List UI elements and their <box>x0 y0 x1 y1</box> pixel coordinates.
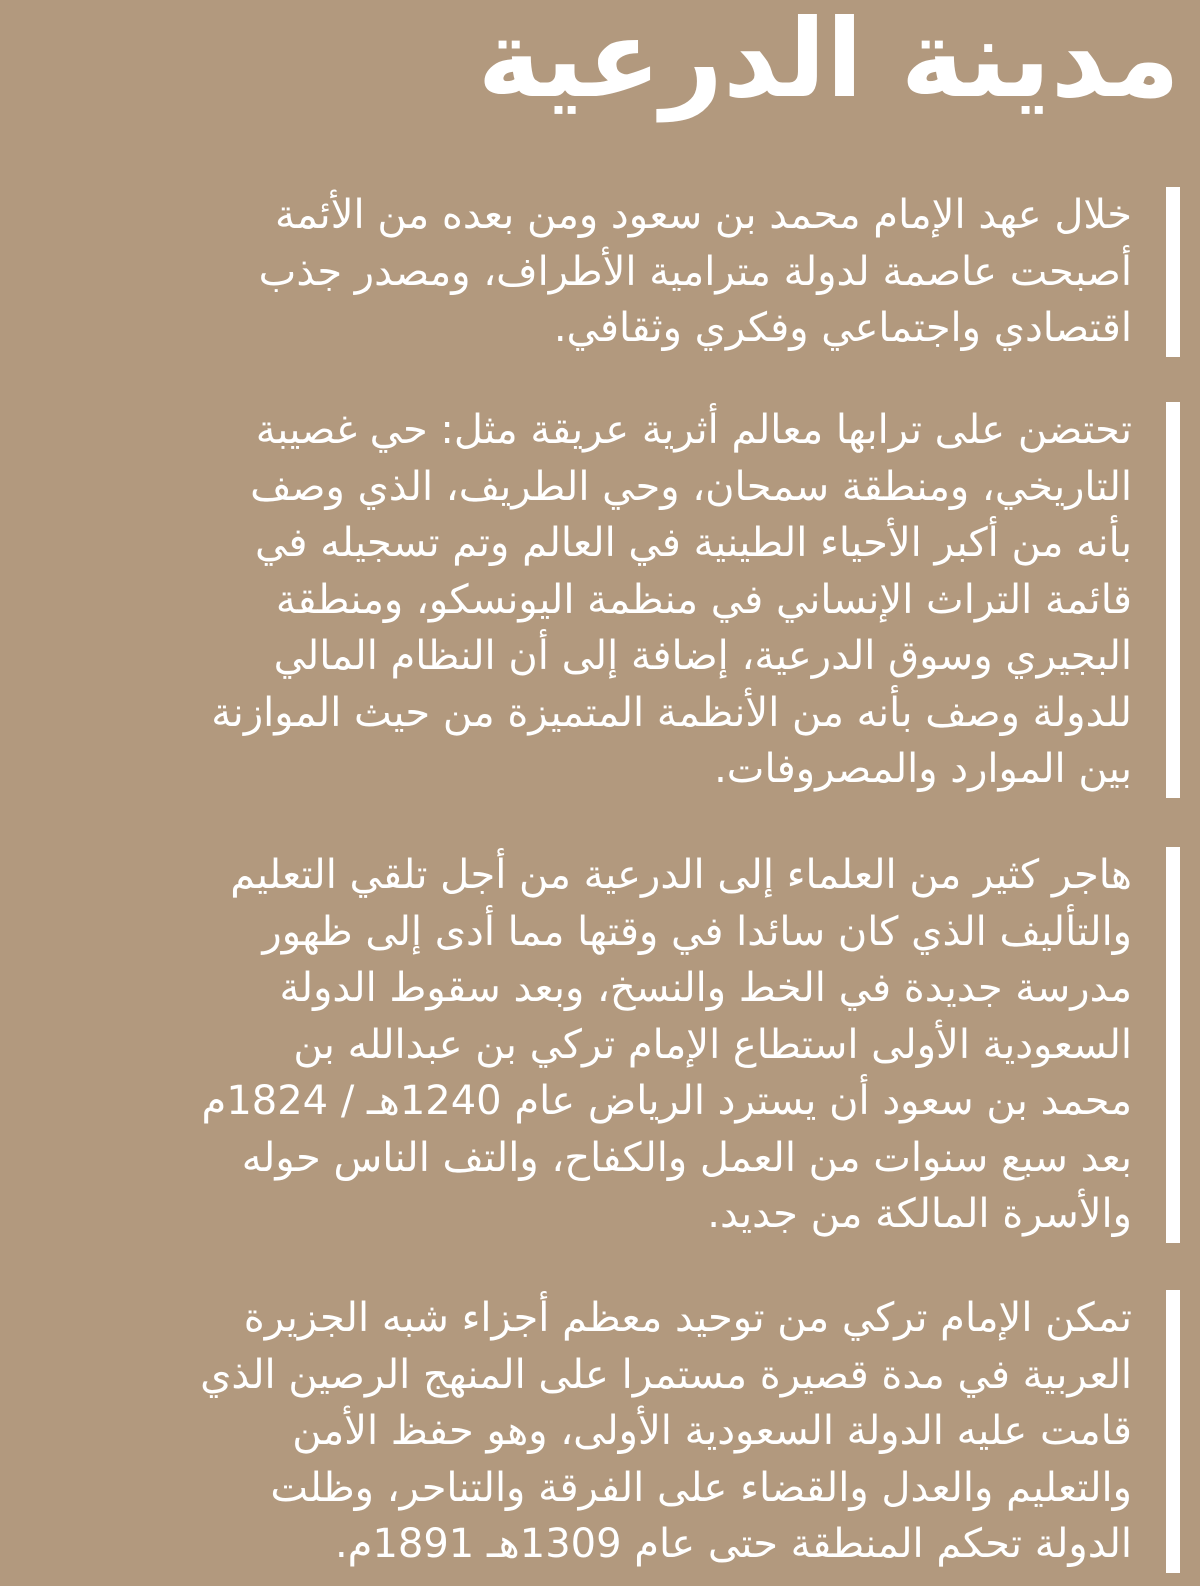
paragraph-line: والأسرة المالكة من جديد. <box>707 1191 1132 1237</box>
page-title: مدينة الدرعية <box>477 0 1180 122</box>
paragraph-line: بين الموارد والمصروفات. <box>714 746 1132 792</box>
paragraph-line: تحتضن على ترابها معالم أثرية عريقة مثل: حي غصيبة <box>255 407 1132 453</box>
paragraph-line: البجيري وسوق الدرعية، إضافة إلى أن النظام المالي <box>273 633 1132 679</box>
paragraph-line: قامت عليه الدولة السعودية الأولى، وهو حفظ الأمن <box>292 1408 1132 1454</box>
paragraph-3 <box>30 847 1180 1243</box>
paragraph-line: والتعليم والعدل والقضاء على الفرقة والتناحر، وظلت <box>270 1464 1132 1511</box>
paragraph-line: والتأليف الذي كان سائدا في وقتها مما أدى إلى ظهور <box>262 908 1132 955</box>
paragraph-line: للدولة وصف بأنه من الأنظمة المتميزة من حيث الموازنة <box>211 689 1132 736</box>
paragraph-1 <box>30 187 1180 357</box>
paragraph-line: محمد بن سعود أن يسترد الرياض عام 1240هـ / 1824م <box>201 1078 1132 1124</box>
paragraph-line: خلال عهد الإمام محمد بن سعود ومن بعده من الأئمة <box>274 192 1132 238</box>
paragraph-line: اقتصادي واجتماعي وفكري وثقافي. <box>553 305 1132 351</box>
paragraph-line: هاجر كثير من العلماء إلى الدرعية من أجل تلقي التعليم <box>230 852 1132 898</box>
paragraph-line: التاريخي، ومنطقة سمحان، وحي الطريف، الذي وصف <box>250 463 1132 510</box>
paragraph-line: الدولة تحكم المنطقة حتى عام 1309هـ 1891م. <box>334 1521 1132 1567</box>
paragraph-line: بأنه من أكبر الأحياء الطينية في العالم وتم تسجيله في <box>255 520 1132 566</box>
paragraph-2 <box>30 402 1180 798</box>
paragraph-line: تمكن الإمام تركي من توحيد معظم أجزاء شبه الجزيرة <box>243 1295 1132 1341</box>
paragraph-line: مدرسة جديدة في الخط والنسخ، وبعد سقوط الدولة <box>279 965 1132 1011</box>
paragraph-line: بعد سبع سنوات من العمل والكفاح، والتف الناس حوله <box>241 1134 1132 1181</box>
paragraph-line: قائمة التراث الإنساني في منظمة اليونسكو، ومنطقة <box>275 576 1132 623</box>
paragraph-line: أصبحت عاصمة لدولة مترامية الأطراف، ومصدر جذب <box>258 248 1132 295</box>
paragraph-line: العربية في مدة قصيرة مستمرا على المنهج الرصين الذي <box>200 1351 1132 1398</box>
paragraph-line: السعودية الأولى استطاع الإمام تركي بن عبدالله بن <box>293 1021 1132 1068</box>
paragraph-4 <box>30 1290 1180 1573</box>
